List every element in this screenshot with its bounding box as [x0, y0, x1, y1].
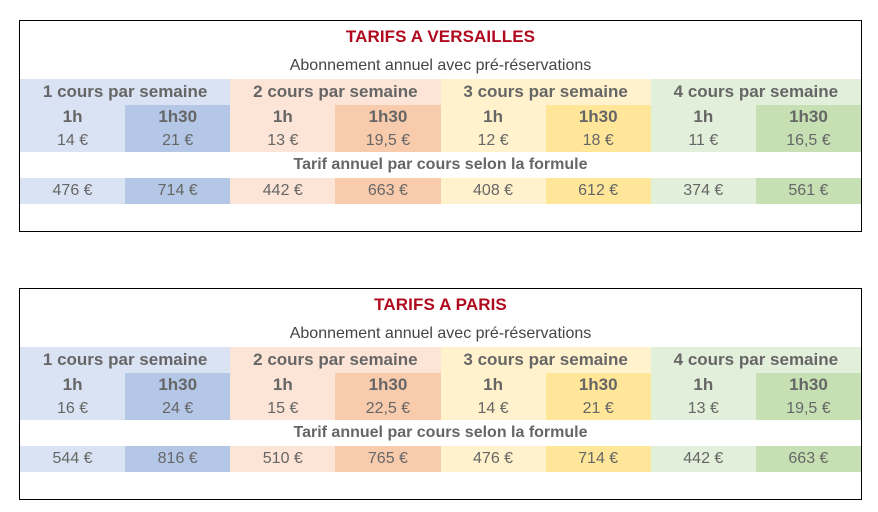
annual-cell	[546, 178, 651, 204]
annual-value: 442 €	[262, 182, 303, 199]
duration-cell	[20, 373, 125, 397]
annual-cell	[756, 178, 861, 204]
duration-label: 1h	[693, 375, 714, 394]
annual-value: 765 €	[367, 450, 408, 467]
annual-value: 510 €	[262, 450, 303, 467]
annual-value: 714 €	[578, 450, 619, 467]
group-header-label: 2 cours par semaine	[253, 82, 418, 101]
annual-cell	[756, 446, 861, 472]
group-header-label: 3 cours par semaine	[463, 350, 628, 369]
table-title-row	[20, 21, 861, 53]
annual-value: 816 €	[157, 450, 198, 467]
annual-row	[20, 178, 861, 204]
duration-label: 1h30	[578, 375, 618, 394]
annual-cell	[20, 446, 125, 472]
group-header-row	[20, 347, 861, 373]
duration-label: 1h	[693, 107, 714, 126]
annual-cell	[546, 446, 651, 472]
duration-cell	[125, 105, 230, 129]
price-cell	[125, 129, 230, 152]
price-cell	[756, 397, 861, 420]
versailles-pricing-table	[19, 20, 862, 232]
annual-cell	[230, 178, 335, 204]
group-header-label: 4 cours par semaine	[673, 82, 839, 101]
price-cell	[651, 129, 756, 152]
group-header-2	[230, 347, 440, 373]
annual-cell	[125, 178, 230, 204]
duration-cell	[546, 105, 651, 129]
annual-value: 442 €	[683, 450, 724, 467]
duration-cell	[651, 105, 756, 129]
group-header-row	[20, 79, 861, 105]
duration-cell	[20, 105, 125, 129]
annual-cell	[441, 446, 546, 472]
price-value: 18 €	[582, 131, 614, 149]
price-cell	[651, 397, 756, 420]
price-cell	[20, 397, 125, 420]
duration-cell	[651, 373, 756, 397]
group-header-label: 1 cours par semaine	[42, 82, 208, 101]
group-header-1	[20, 79, 230, 105]
price-value: 12 €	[477, 131, 509, 149]
price-cell	[756, 129, 861, 152]
duration-label: 1h30	[158, 107, 198, 126]
annual-title-row	[20, 152, 861, 178]
annual-title: Tarif annuel par cours selon la formule	[293, 156, 588, 173]
duration-row	[20, 105, 861, 129]
price-value: 16 €	[56, 399, 89, 417]
annual-value: 408 €	[473, 182, 514, 199]
price-value: 19,5 €	[786, 399, 831, 417]
paris-pricing-table	[19, 288, 862, 500]
annual-title: Tarif annuel par cours selon la formule	[293, 424, 588, 441]
price-value: 22,5 €	[365, 399, 411, 417]
duration-label: 1h	[272, 375, 293, 394]
annual-cell	[651, 446, 756, 472]
duration-label: 1h	[483, 375, 503, 394]
price-value: 21 €	[582, 399, 614, 417]
table-title: TARIFS A PARIS	[374, 295, 507, 314]
duration-label: 1h	[62, 375, 83, 394]
duration-label: 1h30	[789, 107, 828, 126]
duration-cell	[441, 105, 546, 129]
group-header-1	[20, 347, 230, 373]
annual-value: 714 €	[157, 182, 198, 199]
group-header-label: 3 cours par semaine	[463, 82, 628, 101]
price-value: 11 €	[688, 131, 719, 149]
price-value: 13 €	[687, 399, 719, 417]
price-cell	[125, 397, 230, 420]
price-cell	[546, 397, 651, 420]
price-cell	[546, 129, 651, 152]
price-cell	[441, 397, 546, 420]
table-title-row	[20, 289, 861, 321]
annual-cell	[335, 178, 440, 204]
table-title: TARIFS A VERSAILLES	[345, 27, 536, 46]
price-value: 21 €	[162, 131, 194, 149]
price-cell	[230, 129, 335, 152]
duration-label: 1h30	[368, 375, 408, 394]
table-subtitle-row	[20, 321, 861, 347]
annual-cell	[125, 446, 230, 472]
price-value: 16,5 €	[786, 131, 831, 149]
price-value: 13 €	[267, 131, 299, 149]
annual-cell	[335, 446, 440, 472]
table-subtitle: Abonnement annuel avec pré-réservations	[289, 57, 592, 74]
duration-label: 1h30	[158, 375, 198, 394]
duration-cell	[546, 373, 651, 397]
annual-value: 476 €	[52, 182, 93, 199]
duration-cell	[335, 373, 440, 397]
group-header-4	[651, 79, 861, 105]
duration-cell	[230, 373, 335, 397]
duration-label: 1h	[483, 107, 503, 126]
annual-value: 612 €	[578, 182, 619, 199]
price-cell	[335, 397, 440, 420]
price-cell	[441, 129, 546, 152]
price-value: 14 €	[477, 399, 509, 417]
group-header-label: 4 cours par semaine	[673, 350, 839, 369]
price-row	[20, 397, 861, 420]
annual-cell	[441, 178, 546, 204]
annual-value: 544 €	[52, 450, 93, 467]
price-value: 19,5 €	[365, 131, 411, 149]
price-row	[20, 129, 861, 152]
duration-cell	[335, 105, 440, 129]
price-value: 24 €	[162, 399, 194, 417]
duration-cell	[441, 373, 546, 397]
annual-value: 663 €	[788, 450, 829, 467]
duration-label: 1h30	[368, 107, 408, 126]
group-header-label: 1 cours par semaine	[42, 350, 208, 369]
price-cell	[20, 129, 125, 152]
duration-label: 1h	[62, 107, 83, 126]
price-value: 14 €	[56, 131, 89, 149]
duration-cell	[125, 373, 230, 397]
duration-label: 1h30	[789, 375, 828, 394]
duration-cell	[230, 105, 335, 129]
annual-value: 663 €	[367, 182, 408, 199]
annual-value: 561 €	[788, 182, 829, 199]
group-header-4	[651, 347, 861, 373]
duration-label: 1h30	[578, 107, 618, 126]
price-value: 15 €	[267, 399, 299, 417]
annual-cell	[230, 446, 335, 472]
annual-value: 476 €	[473, 450, 514, 467]
group-header-label: 2 cours par semaine	[253, 350, 418, 369]
table-subtitle: Abonnement annuel avec pré-réservations	[289, 325, 592, 342]
annual-cell	[20, 178, 125, 204]
group-header-3	[441, 79, 651, 105]
table-subtitle-row	[20, 53, 861, 79]
annual-title-row	[20, 420, 861, 446]
duration-cell	[756, 373, 861, 397]
group-header-2	[230, 79, 440, 105]
duration-cell	[756, 105, 861, 129]
price-cell	[230, 397, 335, 420]
duration-row	[20, 373, 861, 397]
duration-label: 1h	[272, 107, 293, 126]
annual-row	[20, 446, 861, 472]
group-header-3	[441, 347, 651, 373]
price-cell	[335, 129, 440, 152]
annual-value: 374 €	[683, 182, 724, 199]
annual-cell	[651, 178, 756, 204]
